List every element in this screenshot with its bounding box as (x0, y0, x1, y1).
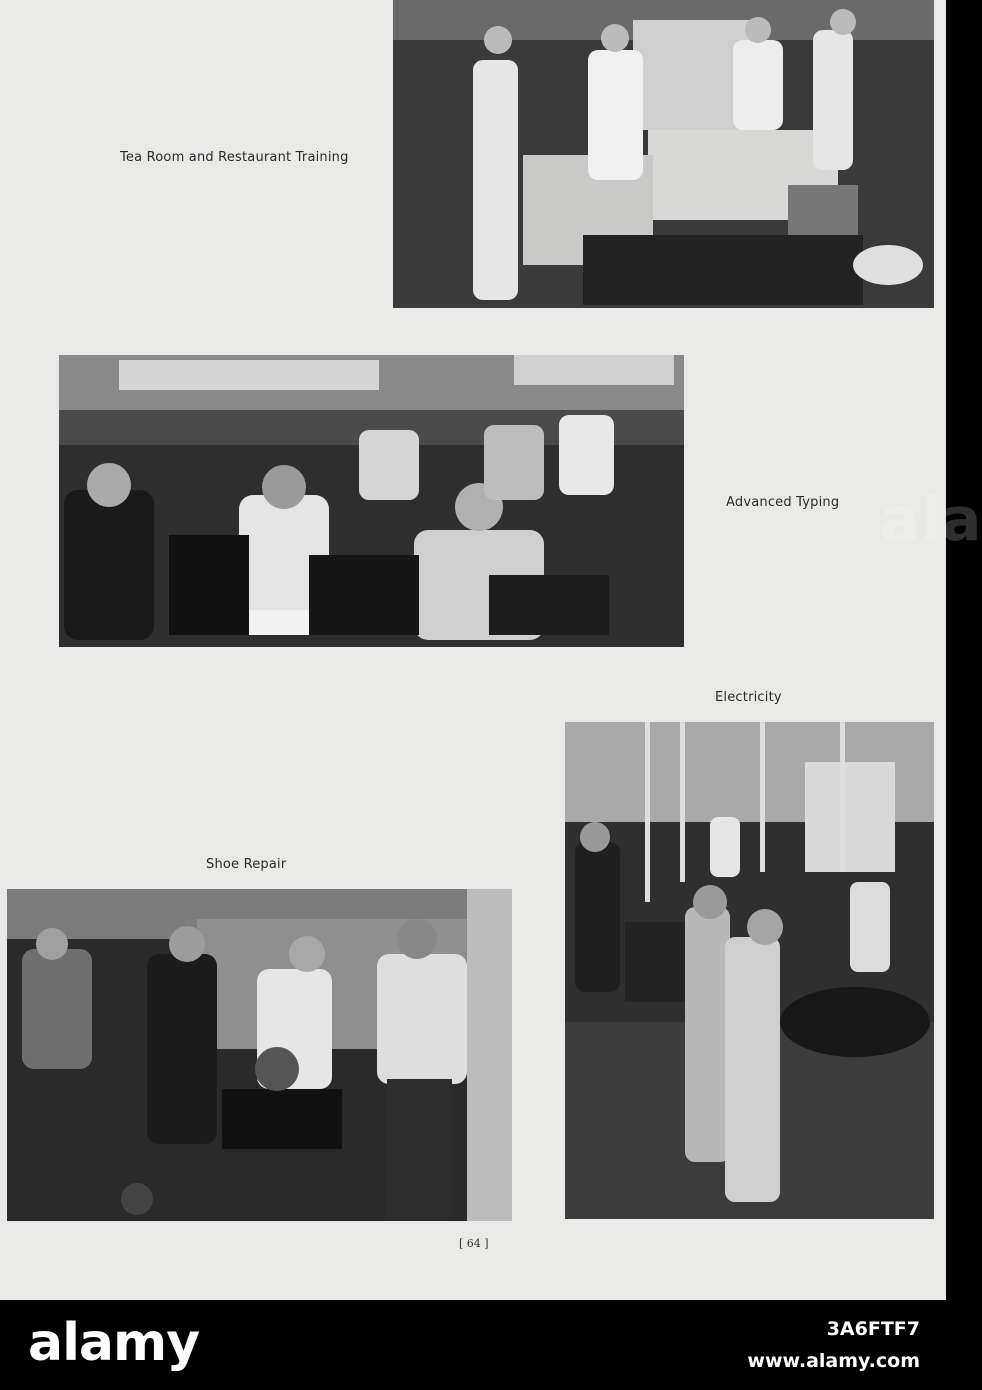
image-id: 3A6FTF7 (826, 1318, 920, 1340)
site-url[interactable]: www.alamy.com (747, 1350, 920, 1372)
page-number: [ 64 ] (459, 1237, 489, 1250)
shoe-repair-caption: Shoe Repair (206, 857, 287, 872)
typing-caption: Advanced Typing (726, 495, 840, 510)
electricity-caption: Electricity (715, 690, 782, 705)
shoe-repair-photo (7, 889, 512, 1221)
tea-room-caption: Tea Room and Restaurant Training (120, 150, 349, 165)
tea-room-photo (393, 0, 934, 308)
alamy-logo: alamy (28, 1313, 200, 1373)
alamy-watermark: ala (880, 485, 982, 555)
electricity-photo (565, 722, 934, 1219)
typing-photo (59, 355, 684, 647)
